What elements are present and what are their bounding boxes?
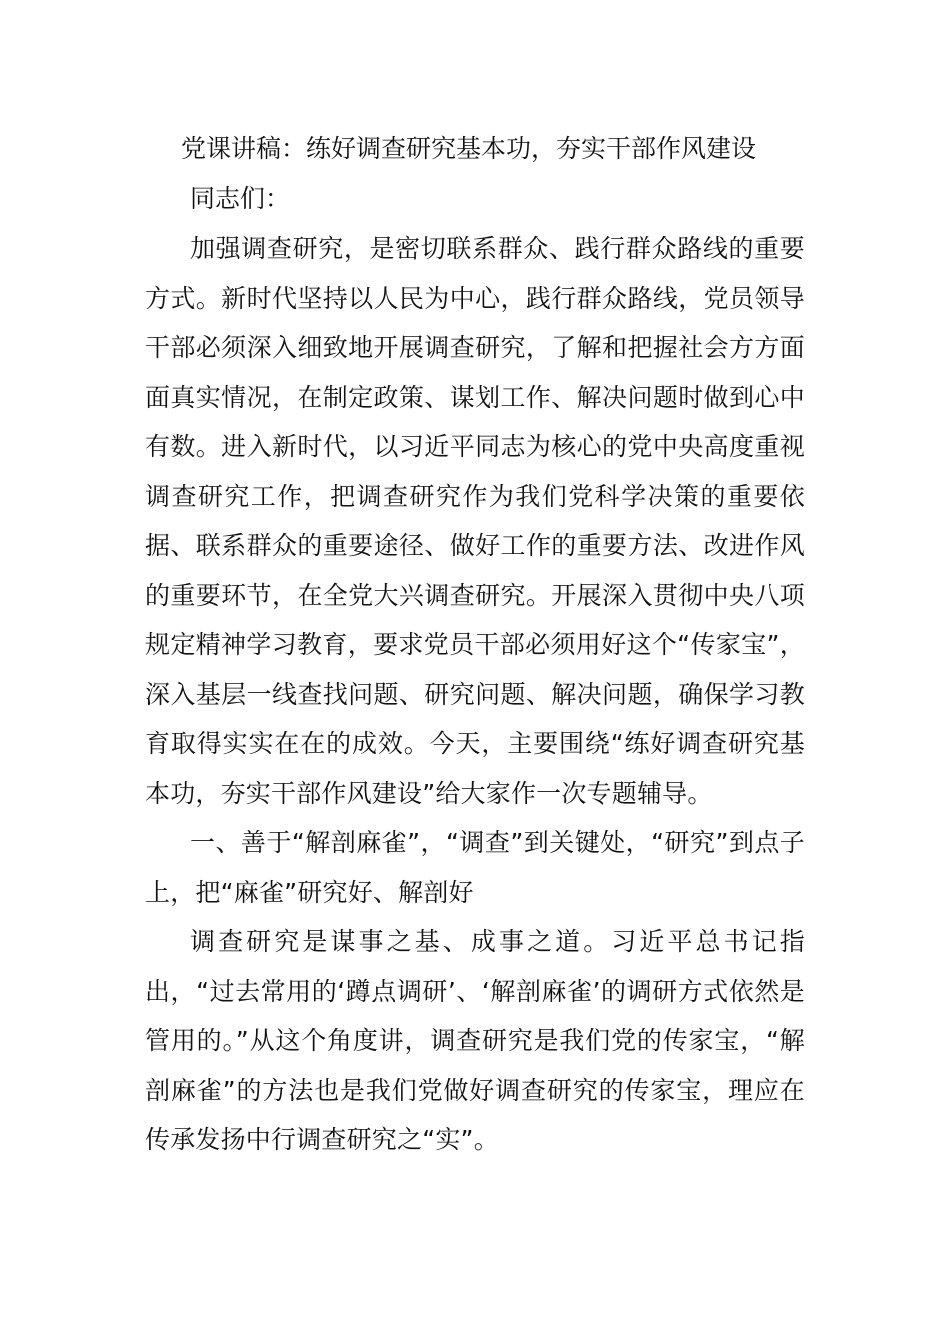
section-heading-1: 一、善于“解剖麻雀”，“调查”到关键处，“研究”到点子上，把“麻雀”研究好、解剖好 — [145, 828, 805, 907]
document-title: 党课讲稿：练好调查研究基本功，夯实干部作风建设 — [181, 134, 757, 163]
paragraph-intro: 加强调查研究，是密切联系群众、践行群众路线的重要方式。新时代坚持以人民为中心，践行群众路线，党员领导干部必须深入细致地开展调查研究，了解和把握社会方方面面真实情况，在制定政策、谋划工作、解决问题时做到心中有数。进入新时代，以习近平同志为核心的党中央高度重视调查研究工作，把调查研究作为我们党科学决策的重要依据、联系群众的重要途径、做好工作的重要方法、改进作风的重要环节，在全党大兴调查研究。开展深入贯彻中央八项规定精神学习教育，要求党员干部必须用好这个“传家宝”，深入基层一线查找问题、研究问题、解决问题，确保学习教育取得实实在在的成效。今天，主要围绕“练好调查研究基本功，夯实干部作风建设”给大家作一次专题辅导。 — [145, 234, 805, 808]
document-body — [145, 224, 805, 1165]
paragraph-section-1: 调查研究是谋事之基、成事之道。习近平总书记指出，“过去常用的‘蹲点调研’、‘解剖麻雀’的调研方式依然是管用的。”从这个角度讲，调查研究是我们党的传家宝，“解剖麻雀”的方法也是我们党做好调查研究的传家宝，理应在传承发扬中行调查研究之“实”。 — [145, 927, 805, 1154]
salutation: 同志们： — [190, 184, 291, 213]
